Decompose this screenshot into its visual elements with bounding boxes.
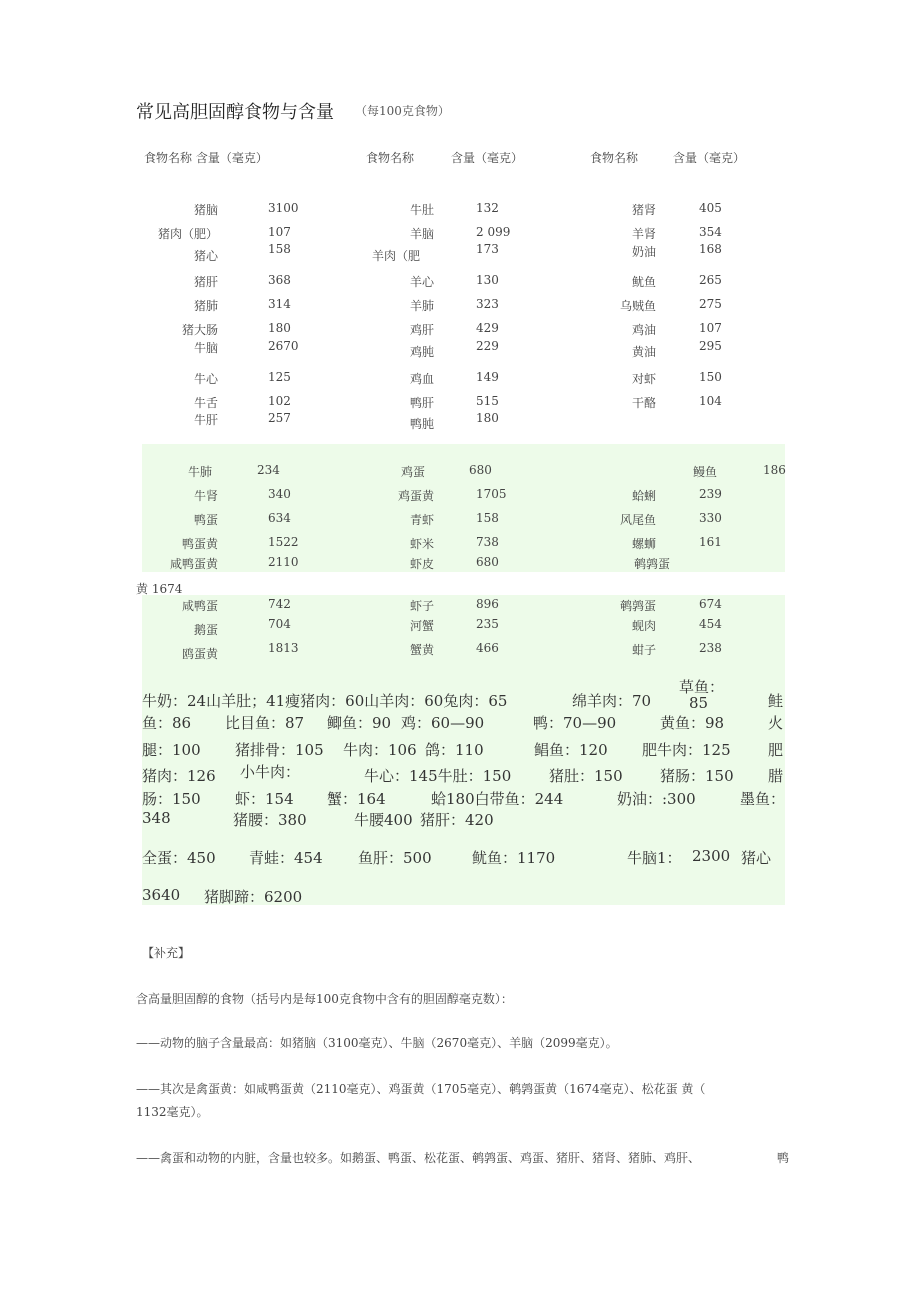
table-cell-amount: 680 <box>469 463 492 477</box>
table-cell-name: 咸鸭蛋黄 <box>169 557 218 571</box>
table-cell-amount: 634 <box>268 511 291 525</box>
list-text: 鸡：60—90 <box>401 714 485 732</box>
list-text: 牛奶：24山羊肚；41瘦猪肉：60山羊肉：60兔肉：65 <box>142 692 508 710</box>
table-cell-name: 干酪 <box>631 396 656 410</box>
list-text: 鱿鱼：1170 <box>472 849 556 867</box>
table-cell-name: 鸭蛋黄 <box>181 537 218 551</box>
table-cell-amount: 234 <box>257 463 280 477</box>
list-text: 火 <box>768 714 784 732</box>
list-text: 腊 <box>768 767 784 785</box>
table-cell-amount: 1705 <box>476 487 507 501</box>
table-cell-name: 蟹黄 <box>409 643 434 657</box>
header-col2-amount: 含量（毫克） <box>451 151 524 165</box>
table-cell-amount: 314 <box>268 297 291 311</box>
table-cell-amount: 168 <box>699 242 722 256</box>
table-cell-name: 虾米 <box>409 537 434 551</box>
table-cell-name: 牛肺 <box>187 465 212 479</box>
table-cell-amount: 107 <box>699 321 722 335</box>
table-cell-name: 咸鸭蛋 <box>181 599 218 613</box>
table-cell-name: 青虾 <box>409 513 434 527</box>
table-cell-amount: 107 <box>268 225 291 239</box>
list-text: 猪肉：126 <box>142 767 216 785</box>
table-cell-name: 鸥蛋黄 <box>181 647 218 661</box>
table-cell-name: 牛心 <box>193 372 218 386</box>
supplement-paragraph: ——其次是禽蛋黄：如咸鸭蛋黄（2110毫克）、鸡蛋黄（1705毫克）、鹌鹑蛋黄（1674毫克）、松花蛋 黄（ <box>136 1082 706 1096</box>
table-cell-name: 羊肾 <box>631 227 656 241</box>
table-cell-amount: 323 <box>476 297 499 311</box>
table-cell-name: 鹌鹑蛋 <box>619 599 656 613</box>
supplement-paragraph: ——动物的脑子含量最高：如猪脑（3100毫克）、牛脑（2670毫克）、羊脑（2099毫克）。 <box>136 1036 618 1050</box>
table-cell-name: 羊脑 <box>409 227 434 241</box>
list-text: 鱼：86 <box>142 714 192 732</box>
list-text: 奶油：:300 <box>617 790 696 808</box>
table-cell-name: 猪肺 <box>193 299 218 313</box>
list-text: 青蛙：454 <box>249 849 323 867</box>
table-cell-amount: 704 <box>268 617 291 631</box>
table-cell-name: 黄油 <box>631 345 656 359</box>
table-cell-amount: 102 <box>268 394 291 408</box>
page-title: 常见高胆固醇食物与含量 <box>136 102 334 123</box>
list-text: 猪腰：380 <box>233 811 307 829</box>
list-text: 牛腰400 <box>354 811 413 829</box>
table-cell-name: 牛肾 <box>193 489 218 503</box>
header-col3-amount: 含量（毫克） <box>673 151 746 165</box>
table-cell-amount: 1522 <box>268 535 299 549</box>
table-cell-name: 鸡肫 <box>409 345 434 359</box>
list-text: 虾：154 <box>235 790 294 808</box>
list-text: 蟹：164 <box>327 790 386 808</box>
table-cell-name: 鸡油 <box>631 323 656 337</box>
table-cell-amount: 2670 <box>268 339 299 353</box>
shaded-band-1 <box>142 444 785 572</box>
table-cell-name: 牛肝 <box>193 413 218 427</box>
list-text: 鱼肝：500 <box>358 849 432 867</box>
table-cell-amount: 158 <box>268 242 291 256</box>
list-text: 小牛肉： <box>240 763 301 781</box>
list-text: 鸽：110 <box>425 741 484 759</box>
table-cell-name: 乌贼鱼 <box>619 299 656 313</box>
table-cell-name: 蚶子 <box>631 643 656 657</box>
supplement-paragraph: ——禽蛋和动物的内脏，含量也较多。如鹅蛋、鸭蛋、松花蛋、鹌鹑蛋、鸡蛋、猪肝、猪肾、猪肺、鸡肝、 <box>136 1151 701 1165</box>
list-text: 绵羊肉：70 <box>572 692 652 710</box>
list-text: 全蛋：450 <box>142 849 216 867</box>
table-cell-amount: 405 <box>699 201 722 215</box>
list-text: 牛肉：106 <box>343 741 417 759</box>
list-text: 比目鱼：87 <box>225 714 305 732</box>
table-cell-name: 猪脑 <box>193 203 218 217</box>
table-cell-amount: 454 <box>699 617 722 631</box>
list-text: 348 <box>142 809 171 827</box>
table-cell-amount: 1813 <box>268 641 299 655</box>
list-text: 鲫鱼：90 <box>327 714 392 732</box>
table-cell-amount: 3100 <box>268 201 299 215</box>
table-cell-name: 鸡血 <box>409 372 434 386</box>
list-text: 蛤180白带鱼：244 <box>431 790 564 808</box>
list-text: 黄鱼：98 <box>660 714 725 732</box>
table-cell-amount: 340 <box>268 487 291 501</box>
table-cell-amount: 330 <box>699 511 722 525</box>
table-cell-name: 鸡肝 <box>409 323 434 337</box>
table-cell-name: 虾子 <box>409 599 434 613</box>
list-text: 牛心：145牛肚：150 <box>364 767 512 785</box>
table-cell-amount: 265 <box>699 273 722 287</box>
table-cell-name: 羊肉（肥 <box>372 249 421 263</box>
table-cell-amount: 104 <box>699 394 722 408</box>
table-cell-name: 牛舌 <box>193 396 218 410</box>
table-cell-name: 虾皮 <box>409 557 434 571</box>
table-cell-amount: 742 <box>268 597 291 611</box>
table-cell-name: 鸭蛋 <box>193 513 218 527</box>
table-cell-amount: 180 <box>476 411 499 425</box>
table-cell-amount: 130 <box>476 273 499 287</box>
table-cell-name: 鸡蛋 <box>401 465 426 479</box>
table-cell-amount: 2 099 <box>476 225 511 239</box>
list-text: 鸭：70—90 <box>533 714 617 732</box>
supplement-paragraph: 鸭 <box>777 1151 790 1165</box>
list-text: 3640 <box>142 886 181 904</box>
table-cell-name: 羊心 <box>409 275 434 289</box>
page-subtitle: （每100克食物） <box>355 104 450 118</box>
table-cell-amount: 125 <box>268 370 291 384</box>
supplement-paragraph: 1132毫克）。 <box>136 1105 209 1119</box>
list-text: 猪排骨：105 <box>235 741 324 759</box>
list-text: 墨鱼： <box>740 790 786 808</box>
table-cell-name: 对虾 <box>631 372 656 386</box>
table-cell-amount: 257 <box>268 411 291 425</box>
table-cell-amount: 132 <box>476 201 499 215</box>
list-text: 腿：100 <box>142 741 201 759</box>
table-cell-amount: 229 <box>476 339 499 353</box>
table-cell-amount: 158 <box>476 511 499 525</box>
table-cell-amount: 275 <box>699 297 722 311</box>
split-label: 黄 1674 <box>136 582 183 596</box>
table-cell-amount: 896 <box>476 597 499 611</box>
header-col1: 食物名称 含量（毫克） <box>144 151 268 165</box>
table-cell-amount: 295 <box>699 339 722 353</box>
list-text: 草鱼： <box>679 678 725 696</box>
table-cell-amount: 150 <box>699 370 722 384</box>
list-text: 猪肚：150 <box>549 767 623 785</box>
table-cell-name: 鹌鹑蛋 <box>633 557 670 571</box>
table-cell-name: 鸭肫 <box>409 417 434 431</box>
table-cell-amount: 180 <box>268 321 291 335</box>
table-cell-amount: 368 <box>268 273 291 287</box>
list-text: 肥 <box>768 741 784 759</box>
supplement-intro: 含高量胆固醇的食物（括号内是每100克食物中含有的胆固醇毫克数）： <box>136 992 513 1006</box>
list-text: 猪肠：150 <box>660 767 734 785</box>
table-cell-amount: 429 <box>476 321 499 335</box>
table-cell-amount: 235 <box>476 617 499 631</box>
table-cell-name: 牛脑 <box>193 341 218 355</box>
table-cell-name: 鱿鱼 <box>631 275 656 289</box>
table-cell-amount: 161 <box>699 535 722 549</box>
table-cell-name: 奶油 <box>631 245 656 259</box>
table-cell-amount: 2110 <box>268 555 299 569</box>
list-text: 肥牛肉：125 <box>642 741 731 759</box>
supplement-heading: 【补充】 <box>142 946 191 960</box>
list-text: 猪肝：420 <box>420 811 494 829</box>
list-text: 鲑 <box>768 692 784 710</box>
table-cell-amount: 186 <box>763 463 786 477</box>
table-cell-amount: 466 <box>476 641 499 655</box>
header-col3-name: 食物名称 <box>590 151 639 165</box>
table-cell-amount: 674 <box>699 597 722 611</box>
table-cell-name: 鸡蛋黄 <box>397 489 434 503</box>
table-cell-name: 螺蛳 <box>631 537 656 551</box>
table-cell-name: 蚬肉 <box>631 619 656 633</box>
list-text: 2300 <box>692 847 731 865</box>
table-cell-amount: 738 <box>476 535 499 549</box>
table-cell-name: 牛肚 <box>409 203 434 217</box>
list-text: 猪脚蹄：6200 <box>204 888 303 906</box>
table-cell-amount: 173 <box>476 242 499 256</box>
table-cell-name: 羊肺 <box>409 299 434 313</box>
table-cell-name: 猪心 <box>193 249 218 263</box>
table-cell-name: 猪大肠 <box>181 323 218 337</box>
table-cell-amount: 515 <box>476 394 499 408</box>
list-text: 牛脑1： <box>627 849 682 867</box>
list-text: 肠：150 <box>142 790 201 808</box>
table-cell-name: 河蟹 <box>409 619 434 633</box>
list-text: 鲳鱼：120 <box>534 741 608 759</box>
list-text: 猪心 <box>741 849 772 867</box>
table-cell-amount: 149 <box>476 370 499 384</box>
table-cell-name: 猪肉（肥） <box>157 227 218 241</box>
table-cell-name: 猪肝 <box>193 275 218 289</box>
table-cell-name: 风尾鱼 <box>619 513 656 527</box>
table-cell-name: 蛤蜊 <box>631 489 656 503</box>
table-cell-amount: 238 <box>699 641 722 655</box>
table-cell-amount: 239 <box>699 487 722 501</box>
table-cell-name: 鳗鱼 <box>693 465 718 479</box>
table-cell-name: 猪肾 <box>631 203 656 217</box>
table-cell-amount: 354 <box>699 225 722 239</box>
list-text: 85 <box>689 694 709 712</box>
header-col2-name: 食物名称 <box>366 151 415 165</box>
table-cell-name: 鸭肝 <box>409 396 434 410</box>
table-cell-amount: 680 <box>476 555 499 569</box>
table-cell-name: 鹅蛋 <box>193 623 218 637</box>
